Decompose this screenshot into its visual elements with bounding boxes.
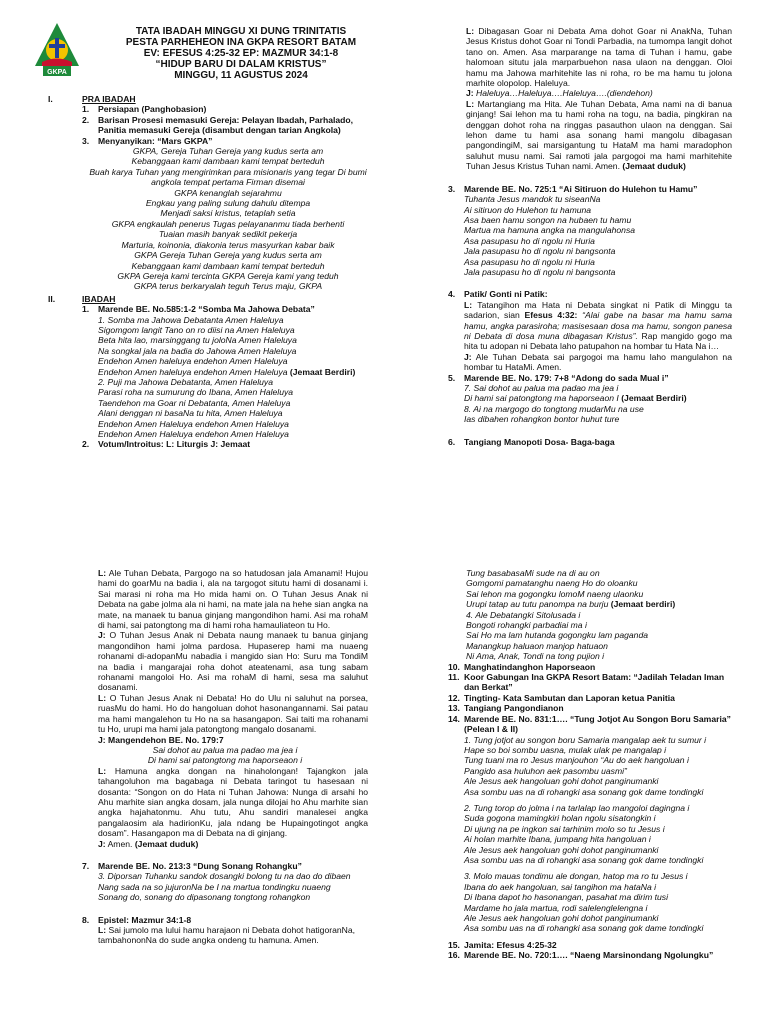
lyric-line: GKPA kenanglah sejarahmu [174,187,282,198]
list-item: 2. Votum/Introitus: L: Liturgis J: Jemaat [82,439,251,450]
hymn-verse-1: 1. Somba ma Jahowa Debatanta Amen Haleluya Sigomgom langit Tano on ro diisi na Amen Haleluya Beta hita lao, marsinggang tu joloNa Amen Haleluya Na songkal jala na badia do Jahowa Amen Haleluya Endehon Amen haleluya endehon Amen Haleluya Endehon Amen haleluya endehon Amen Haleluya (Jemaat Berdiri) [98,314,356,377]
section-title: PRA IBADAH [82,94,136,104]
hymn-831-verse-3: 3. Molo mauas tondimu ale dongan, hatop ma ro tu Jesus i Ibana do aek hangoluan, sai tangihon ma hataNa i Di Ibana dapot ho hasonangan, pasahat ma dirim tusi Mardame ho jala martua, rodi salelenglelengna i Ale Jesus aek hangoluan gohi dohot panginumanki Asa sombu uas na di rohangki asa sonang gok dame tondingki [464,871,704,934]
hymn-831-verse-2: 2. Tung torop do jolma i na tarlalap lao mangoloi dagingna i Suda gogona mamingkiri holan ngolu sisatongkin i Di ujung na pe ingkon sai tarhinim molo so tu Jesus i Ai holan marhite Ibana, jumpang hita hangoluan i Ale Jesus aek hangoluan gohi dohot panginumanki Asa sombu uas na di rohangki asa sonang gok dame tondingki [464,802,704,865]
header-date: MINGGU, 11 AGUSTUS 2024 [174,70,308,81]
list-item: 6. Tangiang Manopoti Dosa- Baga-baga [448,436,615,447]
list-item: 13. Tangiang Pangondianon [448,703,564,714]
response-song: Sai dohot au paluа ma padao ma jea i Di hami sai patongtong ma haporseaon i [147,744,303,766]
list-item: 1. Marende BE. No.585:1-2 “Somba Ma Jahowa Debata” [82,304,315,315]
lyric-line: Menjadi saksi kristus, tetaplah setia [160,208,296,219]
column-bottom-left: L: Ale Tuhan Debata, Pargogo na so hatudosan jala Amanami! Hujou hami do goarMu na badia i, ala na targogot situtu hami di dosanami i. Sai marasi ni roha ma Ho mida hami on. O Tuhan Jesus Anak ni Debata na gabe jolma ala ni hami, na mate jala na hehe sian angka na mate, na manaek tu banua ginjang mangondihon hami. Asi ma rohaM di hami, sai patongtong ma di hami roha hamauliateon tu Ho. J: O Tuhan Jesus Anak ni Debata naung manaek tu banua ginjang mangondihon hami jolma pardosa. Hupaserep hami ma nuaeng rohanami di-adopanMu nabadia i mangido sian Ho: Suru ma TondiM na badia i mangarajai roha dohot ateatenami, asa tung sabam rohanami mangoloi Ho. Asi ma rohaM di hami, sesa ma saluhut dosanami. L: O Tuhan Jesus Anak ni Debata! Ho do Ulu ni saluhut na porsea, ruasMu do hami. Ho do hangoluan dohot hasonangannami. Sai patau ma hami mangalehon tu Ho na sa hasangapon. Sai taiti ma rohanami tu Ho, urupi ma hami jala patongtong mangalo dosanami. J: Mangendehon BE. No. 179:7 Sai dohot au paluа ma padao ma jea i Di hami sai patongtong ma haporseaon i L: Hamuna angka dongan na hinaholongan! Tajangkon jala tahangoluhon ma bagabaga ni Debata taringot tu hasesaan ni dosanta: “Songon on do Hata ni Tuhan Jahowa: Nunga di arsahi ho Ahu marhite sian angka dosam, jala nunga dilojai ho Ahu marhite sian angka hajahatonmu. Ahu tutu, Ahu sandiri manalesei angka pangalaosim ala hadirionKu, jala ndang be Hupaingotingot angka dosam”. Hasangapon ma di Debata na di ginjang. J: Amen. (Jemaat duduk) 7. Marende BE. No. 213:3 “Dung Sonang Rohangku” 3. Diporsan Tuhanku sandok dosangki bolong tu na dao do dibaen Nang sada na so jujuronNa be I na martua tondingku nuaeng Sonang do, sonang do dipasonang tongtong rohangkon 8. Epistel: Mazmur 34:1-8 L: Sai jumolo ma lului hamu harajaon ni Debata dohot hatigoranNa, tambahononNa do sude angka ondeng tu hamuna. Amen. [82,568,368,946]
list-item: 5. Marende BE. No. 179: 7+8 “Adong do sada Mual i” [448,372,669,383]
header-line-2: PESTA PARHEHEON INA GKPA RESORT BATAM [125,37,357,48]
liturgy-prayer: L: Martangiang ma Hita. Ale Tuhan Debata, Ama nami na di banua ginjang! Sai lehon ma tu hami roha na togu, na badia, pingkiran na denggan dohot roha na ringgas pasauthon ulaon na denggan. Sai lehon dame tu hami asa sonang hami mangolu dibagasan pangondingiM, sai marsigantung tu HataM ma hami maradophon saluhut musu nami. Sai ramoti jala pargogoi ma hami marhitehite Tuhan Jesus Kristus Tuhan nami. Amen. (Jemaat duduk) [466,98,732,172]
list-item: 16. Marende BE. No. 720:1…. “Naeng Marsinondang Ngolungku” [448,950,714,961]
list-item: 7. Marende BE. No. 213:3 “Dung Sonang Rohangku” [82,860,302,871]
gkpa-logo [34,22,80,78]
lyric-line: Kebanggaan kami dambaan kami tempat berteduh [131,156,325,167]
lyric-line: GKPA terus berkaryalah teguh Terus maju, GKPA [133,281,323,292]
logo-text: GKPA [47,69,67,76]
section-pra-ibadah [34,94,374,104]
header-line-3: EV: EFESUS 4:25-32 EP: MAZMUR 34:1-8 [143,48,339,59]
hymn-verse-2: 2. Puji ma Jahowa Debatanta, Amen Haleluya Parasi roha na sumurung do Ibana, Amen Haleluya Taendehon ma Goar ni Debatanta, Amen Haleluya Alani denggan ni basaNa tu hita, Amen Haleluya Endehon Amen Haleluya endehon Amen Haleluya Endehon Amen Haleluya endehon Amen Haleluya [98,376,294,439]
list-item: 14. Marende BE. No. 831:1…. “Tung Jotjot Au Songon Boru Samaria” (Pelean I & II) [448,713,731,735]
mars-gkpa-lyrics [82,146,374,292]
section-number: I. [48,94,53,104]
lyric-line: Kebanggaan kami dambaan kami tempat berteduh [131,260,325,271]
column-top-left [34,92,374,450]
list-item: 4. Patik/ Gonti ni Patik: [448,289,548,300]
bulletin-header [96,26,386,81]
section-number: II. [48,293,56,304]
lyric-line: GKPA engkaulah penerus Tugas pelayananmu tiada berhenti [111,218,345,229]
patik-text: L: Tatangihon ma Hata ni Debata singkat ni Patik di Minggu ta sadarion, sian Efesus 4:32: “Alai gabe na basar ma hamu sama hamu, angka parasiroha; masisesaan dosa ma hamu, songon panesa ni Debata di dosa muna dibagasan Kristus”. Rap mangido gogo ma hita tu adopan ni Debata laho patupahon na hombar tu Hata Na i… [464,299,733,352]
hymn-continued: Tung basabasaMi sude na di au on Gomgomi pamatanghu naeng Ho do oloanku Sai lehon ma gogongku lomoM naeng ulaonku Urupi tatap au tutu panompa na burju (Jemaat berdiri) 4. Ale Debatangki Sitolusada i Bongoti rohangki parbadiai ma i Sai Ho ma lam hutanda gogongku lam paganda Manangkup haluaon manjop hatuaon Ni Ama, Anak, Tondi na tong pujion i [466,568,676,662]
column-top-right: L: Dibagasan Goar ni Debata Ama dohot Goar ni AnakNa, Tuhan Jesus Kristus dohot Goar ni Tondi Parbadia, na tumompa langit dohot tano on. Amen. Asa marparange na tama di Tuhan i hamu, gabe halomoan situtu jala marparbuehon nasa ulaon na denggan. Oloi hamu ma Jahowa marhitehite las ni roha, ro be ma hamu tu jolona marhite olopolop. Haleluya. J: Haleluya…Haleluya….Haleluya….(diendehon) L: Martangiang ma Hita. Ale Tuhan Debata, Ama nami na di banua ginjang! Sai lehon ma tu hami roha na togu, na badia, pingkiran na denggan dohot roha na ringgas pasauthon ulaon na denggan. Sai lehon dame tu hami asa sonang hami mangolu dibagasan pangondingiM, sai marsigantung tu HataM ma hami maradophon saluhut musu nami. Sai ramoti jala pargogoi ma hami marhitehite Tuhan Jesus Kristus Tuhan nami. Amen. (Jemaat duduk) 3. Marende BE. No. 725:1 “Ai Sitiruon do Hulehon tu Hamu” Tuhanta Jesus mandok tu siseanNa Ai sitiruon do Hulehon tu hamuna Asa baen hamu songon na hubaen tu hamu Martua ma hamuna angka na mangulahonsa Asa pasupasu ho di ngolu ni Huria Jala pasupasu ho di ngolu ni bangsonta Asa pasupasu ho di ngolu ni Huria Jala pasupasu ho di ngolu ni bangsonta 4. Patik/ Gonti ni Patik: L: Tatangihon ma Hata ni Debata singkat ni Patik di Minggu ta sadarion, sian Efesus 4:32: “Alai gabe na basar ma hamu sama hamu, angka parasiroha; masisesaan dosa ma hamu, songon panesa ni Debata di dosa muna dibagasan Kristus”. Rap mangido gogo ma hita tu adopan ni Debata laho patupahon na hombar tu Hata Na i… J: Ale Tuhan Debata sai pargogoi ma hamu laho mangulahon na hombar tu HataMi. Amen. 5. Marende BE. No. 179: 7+8 “Adong do sada Mual i” 7. Sai dohot au palua ma padao ma jea i Di hami sai patongtong ma haporseaon I (Jemaat Berdiri) 8. Ai na margogo do tongtong mudarMu na use Ias dibahen rohangkon bontor huhut ture 6. Tangiang Manopoti Dosa- Baga-baga [448,26,733,447]
column-bottom-right [448,568,736,961]
list-item: 3. Marende BE. No. 725:1 “Ai Sitiruon do Hulehon tu Hamu” [448,183,698,194]
hymn-213: 3. Diporsan Tuhanku sandok dosangki bolong tu na dao do dibaen Nang sada na so jujuronNa be I na martua tondingku nuaeng Sonang do, sonang do dipasonang tongtong rohangkon [98,871,351,903]
lyric-line: Engkau yang paling sulung dahulu ditempa [145,198,311,209]
section-ibadah [34,294,374,304]
header-line-1: TATA IBADAH MINGGU XI DUNG TRINITATIS [135,26,347,37]
list-item: 10. Manghatindanghon Haporseaon [448,661,596,672]
hymn-831-verse-1: 1. Tung jotjot au songon boru Samaria mangalap aek tu sumur i Hape so boi sombu uasna, mulak ulak pe mangalap i Tung tuani ma ro Jesus manjouhon “Au do aek hangoluan i Pangido asa huluhon aek pasombu uasmi” Ale Jesus aek hangoluan gohi dohot panginumanki Asa sombu uas na di rohangki asa sonang gok dame tondingki [464,734,707,797]
rubric: (Jemaat Berdiri) [289,366,356,377]
header-theme: “HIDUP BARU DI DALAM KRISTUS” [155,59,327,70]
section-title: IBADAH [82,293,116,304]
confession-prayer: L: Ale Tuhan Debata, Pargogo na so hatudosan jala Amanami! Hujou hami do goarMu na badia i, ala na targogot situtu hami di dosanami i. Sai marasi ni roha ma Ho mida hami on. O Tuhan Jesus Anak ni Debata na gabe jolma ala ni hami, na mate jala na hehe sian angka na mate, na manaek tu banua ginjang mangondihon hami. Asi ma rohaM di hami, sai patongtong ma di hami roha hamauliateon tu Ho. [98,568,368,631]
list-item: 12. Tingting- Kata Sambutan dan Laporan ketua Panitia [448,692,675,703]
list-item: 11. Koor Gabungan Ina GKPA Resort Batam: “Jadilah Teladan Iman dan Berkat” [448,672,725,693]
lyric-line: GKPA Gereja kami tercinta GKPA Gereja kami yang teduh [117,270,339,281]
list-item: 15. Jamita: Efesus 4:25-32 [448,939,557,950]
list-item: 1. Persiapan (Panghobasion) [82,104,207,115]
list-item: 3. Menyanyikan: “Mars GKPA” [82,135,213,146]
lyric-line: Tuaian masih banyak sedikit pekerja [158,229,298,240]
lyric-line: GKPA Gereja Tuhan Gereja yang kudus serta am [134,250,322,261]
lyric-line: GKPA, Gereja Tuhan Gereja yang kudus serta am [132,146,324,157]
hymn-179: 7. Sai dohot au palua ma padao ma jea i Di hami sai patongtong ma haporseaon I (Jemaat Berdiri) 8. Ai na margogo do tongtong mudarMu na use Ias dibahen rohangkon bontor huhut ture [464,383,687,425]
liturgy-votum: L: Dibagasan Goar ni Debata Ama dohot Goar ni AnakNa, Tuhan Jesus Kristus dohot Goar ni Tondi Parbadia, na tumompa langit dohot tano on. Amen. Asa marparange na tama di Tuhan i hamu, gabe halomoan situtu jala marparbuehon nasa ulaon na denggan. Oloi hamu ma Jahowa marhitehite las ni roha, ro be ma hamu tu jolona marhite olopolop. Haleluya. [466,26,732,89]
lyric-line: Buah karya Tuhan yang mengirimkan para misionaris yang tegar Di bumi angkola tempat pertama Firman disemai [89,166,367,188]
lyric-line: Marturia, koinonia, diakonia terus masyurkan kabar baik [121,239,335,250]
hymn-725: Tuhanta Jesus mandok tu siseanNa Ai sitiruon do Hulehon tu hamuna Asa baen hamu songon na hubaen tu hamu Martua ma hamuna angka na mangulahonsa Asa pasupasu ho di ngolu ni Huria Jala pasupasu ho di ngolu ni bangsonta Asa pasupasu ho di ngolu ni Huria Jala pasupasu ho di ngolu ni bangsonta [464,194,636,277]
list-item: 2. Barisan Prosesi memasuki Gereja: Pelayan Ibadah, Parhalado, Panitia memasuki Gereja (disambut dengan tarian Angkola) [82,114,354,136]
logo-cross-horizontal [49,44,65,48]
list-item: 8. Epistel: Mazmur 34:1-8 [82,914,192,925]
